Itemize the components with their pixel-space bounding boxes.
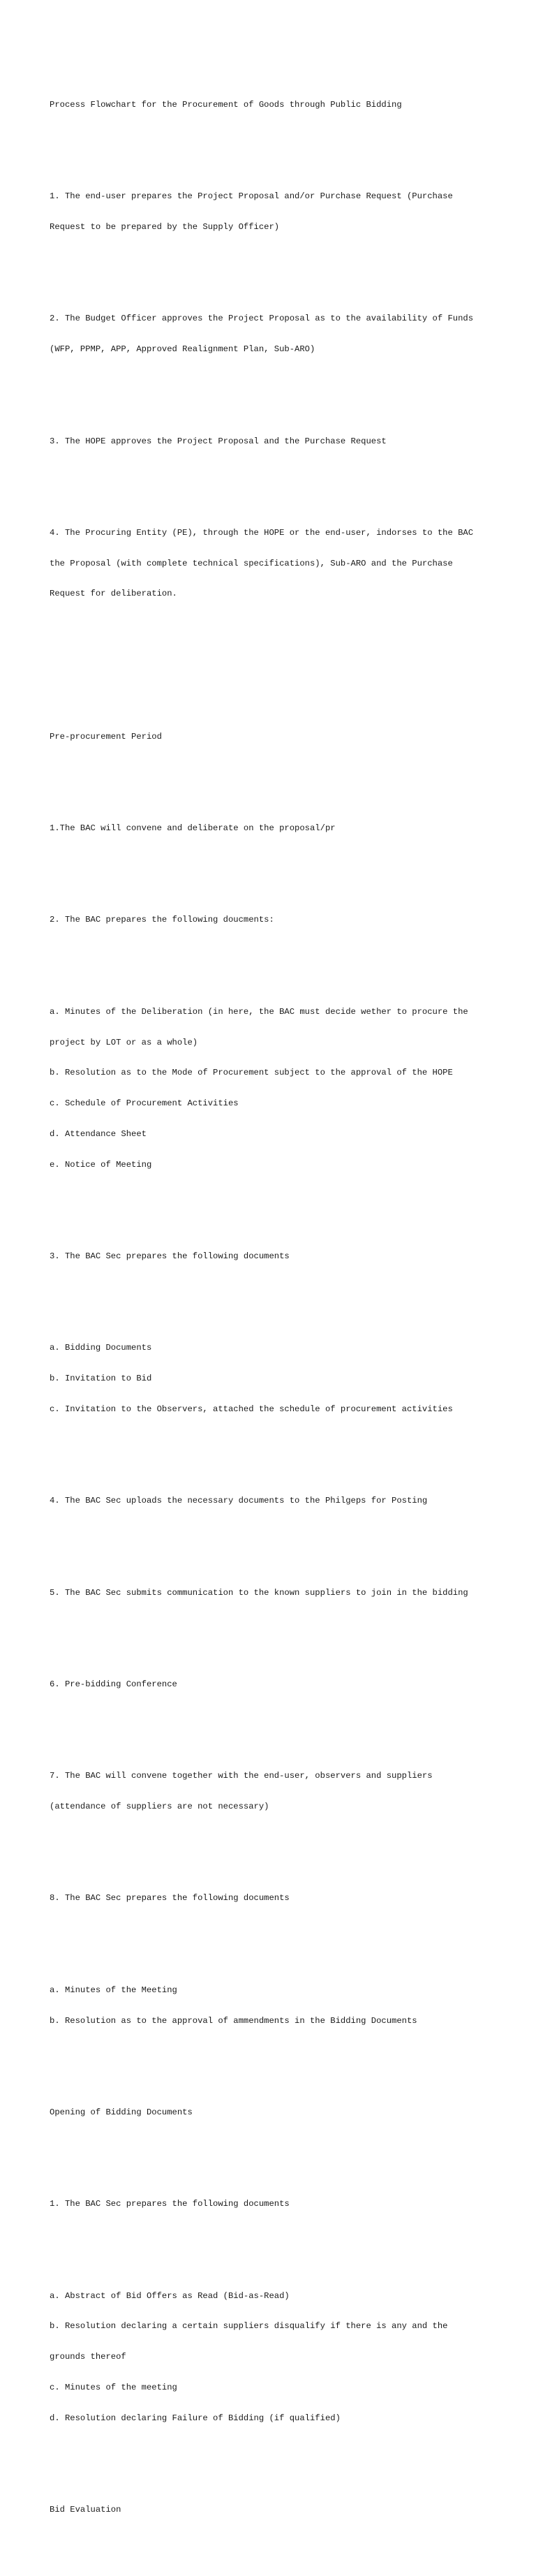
pre-procurement-step-7: 7. The BAC will convene together with the end-user, observers and suppliers (attendance of suppliers are not necessary) — [50, 1771, 433, 1812]
pre-procurement-step-5: 5. The BAC Sec submits communication to the known suppliers to join in the bidding — [50, 1587, 468, 1598]
list-item: b. Resolution as to the approval of ammendments in the Bidding Documents — [50, 2015, 417, 2026]
section-heading-opening: Opening of Bidding Documents — [50, 2107, 193, 2117]
blank-spacer — [50, 661, 496, 681]
list-item: a. Bidding Documents — [50, 1343, 152, 1353]
pre-procurement-step-8-list — [50, 1965, 496, 2047]
pre-procurement-step-3: 3. The BAC Sec prepares the following documents — [50, 1251, 290, 1262]
pre-procurement-step-2: 2. The BAC prepares the following doucments: — [50, 915, 274, 925]
list-item: c. Invitation to the Observers, attached the schedule of procurement activities — [50, 1404, 453, 1414]
list-item: d. Resolution declaring Failure of Bidding (if qualified) — [50, 2413, 341, 2423]
pre-procurement-step-4: 4. The BAC Sec uploads the necessary documents to the Philgeps for Posting — [50, 1496, 428, 1506]
list-item: project by LOT or as a whole) — [50, 1037, 198, 1047]
list-item: b. Resolution as to the Mode of Procurement subject to the approval of the HOPE — [50, 1068, 453, 1078]
pre-procurement-step-1: 1.The BAC will convene and deliberate on the proposal/pr — [50, 823, 336, 834]
intro-step-1: 1. The end-user prepares the Project Proposal and/or Purchase Request (Purchase Request to be prepared by the Supply Officer) — [50, 191, 453, 233]
list-item: e. Notice of Meeting — [50, 1159, 152, 1170]
opening-step-1-list — [50, 2270, 496, 2443]
list-item: c. Schedule of Procurement Activities — [50, 1098, 239, 1109]
intro-step-4: 4. The Procuring Entity (PE), through the HOPE or the end-user, indorses to the BAC the Proposal (with complete technical specifications), Sub-ARO and the Purchase Request for deliberation. — [50, 527, 474, 599]
pre-procurement-step-3-list — [50, 1323, 496, 1435]
list-item: grounds thereof — [50, 2352, 126, 2362]
document-body — [50, 49, 496, 2576]
pre-procurement-step-8: 8. The BAC Sec prepares the following documents — [50, 1893, 290, 1904]
list-item: a. Minutes of the Meeting — [50, 1985, 177, 1995]
list-item: a. Minutes of the Deliberation (in here, the BAC must decide wether to procure the — [50, 1006, 468, 1017]
section-heading-pre-procurement: Pre-procurement Period — [50, 731, 162, 742]
document-title: Process Flowchart for the Procurement of Goods through Public Bidding — [50, 99, 402, 110]
section-heading-evaluation: Bid Evaluation — [50, 2505, 121, 2515]
list-item: b. Resolution declaring a certain suppliers disqualify if there is any and the — [50, 2321, 448, 2332]
intro-step-3: 3. The HOPE approves the Project Proposal and the Purchase Request — [50, 436, 387, 446]
intro-step-2: 2. The Budget Officer approves the Project Proposal as to the availability of Funds (WFP, PPMP, APP, Approved Realignment Plan, Sub-ARO) — [50, 314, 474, 355]
list-item: a. Abstract of Bid Offers as Read (Bid-as-Read) — [50, 2290, 290, 2301]
list-item: c. Minutes of the meeting — [50, 2382, 177, 2392]
list-item: d. Attendance Sheet — [50, 1128, 147, 1139]
list-item: b. Invitation to Bid — [50, 1374, 152, 1384]
opening-step-1: 1. The BAC Sec prepares the following documents — [50, 2199, 290, 2209]
pre-procurement-step-2-list — [50, 987, 496, 1191]
pre-procurement-step-6: 6. Pre-bidding Conference — [50, 1679, 177, 1689]
